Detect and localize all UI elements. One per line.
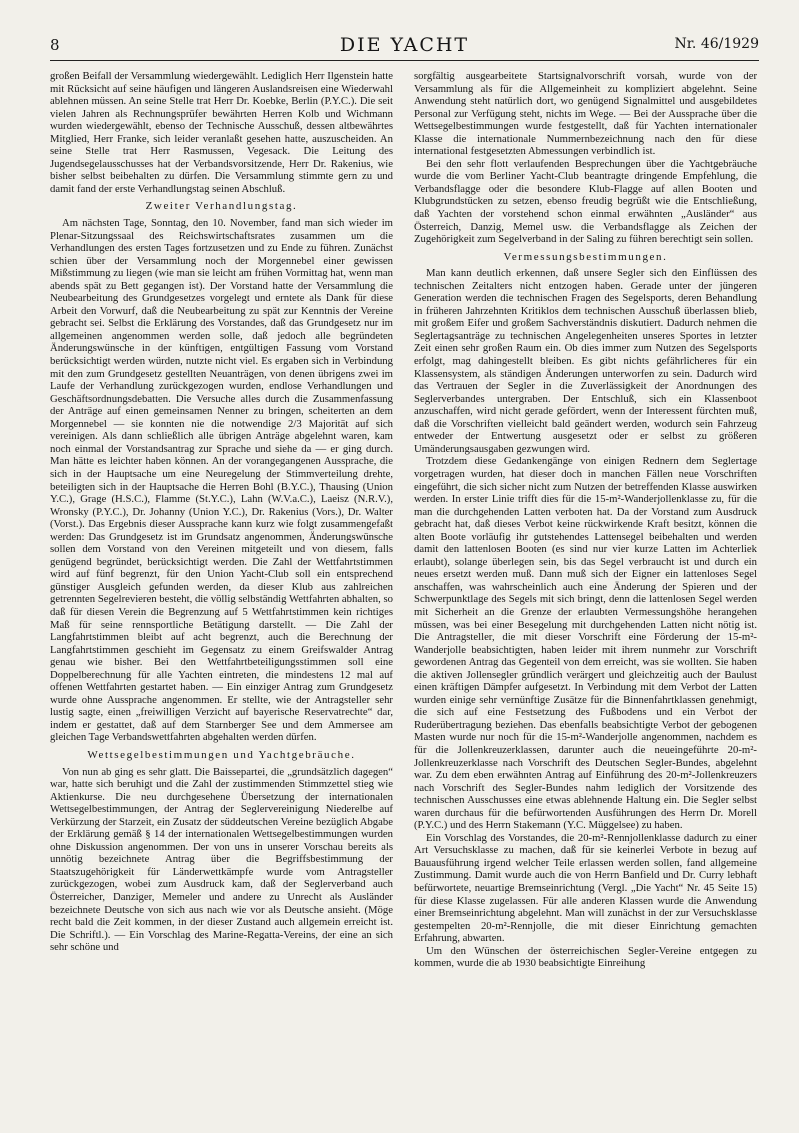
left-column [50, 70, 393, 1102]
section-heading: Zweiter Verhandlungstag. [145, 200, 298, 213]
article-paragraph: Bei den sehr flott verlaufenden Besprechungen über die Yachtgebräuche wurde die vom Berliner Yacht-Club beantragte dringende Empfehlung, die Verbandsflagge oder die besondere Klub-Flagge auf allen Booten und Klubgrundstücken zu setzen, ebenso freudig begrüßt wie die Entschließung, daß Yachten der vorstehend schon einmal erwähnten „Ausländer“ aus Österreich, Danzig, Memel usw. die Verbandsflagge als Zeichen der Zugehörigkeit zum Segelverband in der Saling zu führen berechtigt sein sollen. [414, 157, 757, 246]
page-header [50, 34, 759, 61]
article-paragraph: Trotzdem diese Gedankengänge von einigen Rednern dem Seglertage vorgetragen wurden, hat dieser doch in manchen Fällen neue Vorschriften eingeführt, die sich sicher nicht zum Nutzen der betreffenden Klasse auswirken werden. In erster Linie trifft dies für die 15-m²-Wanderjollenklasse zu, für die man die durchgehenden Latten verboten hat. Da der Vorstand zum Ausdruck gebracht hat, daß dieses Verbot keine rückwirkende Kraft besitzt, können die alten Boote vorläufig ihr gutstehendes Lattensegel beibehalten und werden damit den lattenlosen Booten (es sind nur vier kurze Latten im Achterliek erlaubt), solange überlegen sein, bis das Segel verbraucht ist und durch ein neues ersetzt werden muß. Dann muß sich der Eigner ein lattenloses Segel anschaffen, was wahrscheinlich auch eine Änderung der Spieren und der Schwerpunktlage des Segels mit sich bringt, denn die lattenlosen Segel werden mit Sicherheit an die Grenze der erlaubten Vermessungshöhe herangehen müssen, was bei einer Besegelung mit durchgehenden Latten nicht nötig ist. Die Antragsteller, die mit dieser Vorschrift eine Förderung der 15-m²-Wanderjolle beabsichtigten, haben leider mit ihrem nunmehr zur Vorschrift gewordenen Antrag das Gegenteil von dem erreicht, was sie wollten. Sie haben die aktiven Jollensegler gründlich verärgert und gleichzeitig auch der Baulust einen kräftigen Dämpfer aufgesetzt. In Verbindung mit dem Verbot der Latten wurden einige sehr vernünftige Zusätze für die Binnenfahrtklassen genehmigt, die sich auf eine Festsetzung des Fußbodens und ein Verbot der Ruderübertragung beziehen. Das ebenfalls beabsichtigte Verbot der gebogenen Masten wurde nur noch für die 15-m²-Wanderjolle angenommen, nachdem es für die Jollenkreuzerklassen, darunter auch die neueingeführte 20-m²-Jollenkreuzerklasse nach Vorschrift des Deutschen Segler-Bundes, abgelehnt war. Zu dem eben erwähnten Antrag auf Einführung des 20-m²-Jollenkreuzers nach Vorschrift des Segler-Bundes nahm lediglich der Vorsitzende des technischen Ausschusses eine etwas ablehnende Haltung ein. Die Segler selbst waren durchaus für die befürwortenden Ausführungen des Herrn Dr. Morell (P.Y.C.) und des Herrn Stakemann (Y.C. Müggelsee) zu haben. [414, 455, 757, 832]
section-heading: Wettsegelbestimmungen und Yachtgebräuche. [87, 748, 356, 761]
article-paragraph: Von nun ab ging es sehr glatt. Die Baissepartei, die „grundsätzlich dagegen“ war, hatte sich beruhigt und die Zahl der zustimmenden Stimmzettel stieg wie Aktienkurse. Die neu durchgesehene Übersetzung der internationalen Wettsegelbestimmungen, der Antrag der Seglervereinigung Niederelbe auf Verkürzung der Starzeit, ein Zusatz der süddeutschen Vereine bezüglich Abgabe der Erklärung gemäß § 14 der internationalen Wettsegelbestimmungen wurden ohne Diskussion angenommen. Der von uns in unserer Vorschau bereits als unnötig bezeichnete Antrag über die Begriffsbestimmung der Staatszugehörigkeit für Länderwettkämpfe wurde vom Antragsteller zurückgezogen, wobei zum Ausdruck kam, daß der Seglerverband auch Österreicher, Danziger, Memeler und andere zu Unrecht als Ausländer bezeichnete Deutsche von sich aus nach wie vor als Deutsche ansieht. (Möge recht bald die Zeit kommen, in der dieser Zustand auch allgemein erreicht ist. Die Schriftl.). — Ein Vorschlag des Marine-Regatta-Vereins, der eine an sich sehr schöne und [50, 765, 393, 954]
article-paragraph: Um den Wünschen der österreichischen Segler-Vereine entgegen zu kommen, wurde die ab 1930 beabsichtigte Einreihung [414, 944, 757, 970]
article-paragraph: sorgfältig ausgearbeitete Startsignalvorschrift vorsah, wurde von der Versammlung als für die Allgemeinheit zu kompliziert abgelehnt. Seine Anwendung steht natürlich dort, wo genügend Signalmittel und ausgebildetes Personal zur Verfügung steht, nichts im Wege. — Bei der Aussprache über die Wettsegelbestimmungen wurde festgestellt, daß für Yachten internationaler Klasse die internationale Nummernbezeichnung nach den für diese international festgesetzten Abmessungen verbindlich ist. [414, 70, 757, 158]
article-paragraph: Ein Vorschlag des Vorstandes, die 20-m²-Rennjollenklasse dadurch zu einer Art Versuchsklasse zu machen, daß für sie keinerlei Verbote in bezug auf Bauausführung irgend welcher Teile erlassen werden sollen, fand allgemeine Zustimmung. Damit wurde auch die von Herrn Banfield und Dr. Curry lebhaft befürwortete, neuartige Bremseinrichtung (Vergl. „Die Yacht“ Nr. 45 Seite 15) für diese Klasse zugelassen. Für alle anderen Klassen wurde die Anwendung einer Bremseinrichtung abgelehnt. Man will zunächst in der zur Versuchsklasse gestempelten 20-m²-Rennjolle, die mit dieser Einrichtung gemachten Erfahrung, abwarten. [414, 831, 757, 945]
magazine-title: DIE YACHT [339, 34, 470, 56]
page-number: 8 [50, 36, 60, 54]
article-paragraph: Am nächsten Tage, Sonntag, den 10. November, fand man sich wieder im Plenar-Sitzungssaal des Reichswirtschaftsrates zusammen um die Verhandlungen des ersten Tages fortzusetzen und zu Ende zu führen. Zunächst schien über der Versammlung noch der Morgennebel einer gewissen Mißstimmung zu liegen (wie man sie leicht am frühen Vormittag hat, wenn man abends spät zu Bett gegangen ist). Der Vorstand hatte der Versammlung die Neubearbeitung des Grundgesetzes vorgelegt und erntete als Dank für diese Arbeit den Vorwurf, daß die Neubearbeitung zu spät zur Kenntnis der Vereine gebracht sei. Selbst die Erklärung des Vorstandes, daß das Grundgesetz nur im allgemeinen angenommen werden solle, daß jedoch alle begründeten Änderungswünsche in der künftigen, entgültigen Fassung vom Vorstand berücksichtigt werden würden, nutzte nicht viel. Es ergaben sich in Verbindung mit den zum Grundgesetz gestellten Neuanträgen, von denen übrigens zwei im Laufe der Verhandlung zurückgezogen wurden, endlose Verhandlungen und Geschäftsordnungsdebatten. Die Versuche alles durch die Zusammenfassung der Anträge auf einen gemeinsamen Nenner zu bringen, scheiterten an dem Morgennebel — sie konnten nie die notwendige 2/3 Majorität auf sich vereinigen. Als dann schließlich alle übrigen Anträge abgelehnt waren, kam noch einmal der Vorstandsantrag zur Sprache und siehe da — er ging durch. Man hätte es leichter haben können. An der vorangegangenen Aussprache, die sich in der Hauptsache um eine Neuregelung der Stimmverteilung drehte, beteiligten sich in der Hauptsache die Herren Bohl (B.Y.C.), Thausing (Union Y.C.), Grage (H.S.C.), Flamme (St.Y.C.), Lahn (W.V.a.C.), Laeisz (N.R.V.), Wronsky (P.Y.C.), Dr. Johanny (Union Y.C.), Dr. Rakenius (Vors.), Dr. Walter (Vorst.). Das Ergebnis dieser Aussprache kann kurz wie folgt zusammengefaßt werden: Das Grundgesetz ist im Grundsatz angenommen, Änderungswünsche sollen dem Vorstand von den Vereinen mitgeteilt und von diesem, falls genügend begründet, berücksichtigt werden. Die Zahl der Wettfahrtstimmen wird auf fünf begrenzt, für den Union Yacht-Club soll ein entsprechend günstiger Ausgleich gefunden werden, da dieser Klub aus zahlreichen getrennten Segelrevieren besteht, die völlig selbständig Wettfahrten abhalten, so daß für diesen Verein die Begrenzung auf 5 Wettfahrtstimmen kein richtiges Maß für seine rennsportliche Betätigung darstellt. — Die Zahl der Langfahrtstimmen bleibt auf acht begrenzt, auch die Berechnung der Langfahrtstimmen geschieht im Gegensatz zu einem Greifswalder Antrag genau wie bisher. Bei den Wettfahrtbeteiligungsstimmen soll eine Doppelberechnung für alle Yachten eintreten, die mindestens 12 mal auf offenen Wettfahrten gestartet haben. — Ein einziger Antrag zum Grundgesetz wurde ohne Aussprache angenommen. Er stellte, wie der Antragsteller sehr lustig sagte, einen „freiwilligen Verzicht auf bayerische Reservatrechte“ dar, indem er gestattet, daß auf dem Starnberger See und dem Ammersee am gleichen Tage Verbandswettfahrten abgehalten werden dürfen. [50, 217, 393, 744]
article-paragraph: Man kann deutlich erkennen, daß unsere Segler sich den Einflüssen des technischen Zeitalters nicht entzogen haben. Gerade unter der jüngeren Generation werden die technischen Fragen des Segelsports, deren Behandlung in früheren Jahrzehnten Kritiklos dem technischen Ausschuß überlassen blieb, mit großem Eifer und großem Sachverständnis diskutiert. Dadurch nehmen die Seglertagsanträge zu technischen Angelegenheiten unseres Sportes in letzter Zeit einen sehr großen Raum ein. Ob dies immer zum Nutzen des Segelsports erfolgt, mag dahingestellt bleiben. Es gibt nichts gefährlicheres für ein Klassensystem, als ständigen Änderungen unterworfen zu sein. Dadurch wird das Vertrauen der Segler in die Zuverlässigkeit der Anordnungen des Seglerverbandes untergraben. Der Entschluß, sich ein Klassenboot anzuschaffen, wird nicht gerade gefördert, wenn der Interessent fürchten muß, daß die Vorschriften vielleicht bald geändert werden, wodurch sein Fahrzeug entweder der Entwertung ausgesetzt oder er selbst zu größeren Umänderungsausgaben gezwungen wird. [414, 267, 757, 455]
issue-number: Nr. 46/1929 [674, 36, 759, 52]
section-heading: Vermessungsbestimmungen. [503, 250, 668, 263]
article-paragraph: großen Beifall der Versammlung wiedergewählt. Lediglich Herr Ilgenstein hatte mit Rücksicht auf seine häufigen und längeren Auslandsreisen eine Wiederwahl ablehnen müssen. An seine Stelle trat Herr Dr. Koebke, Berlin (P.Y.C.). Die seit vielen Jahren als Rechnungsprüfer bewährten Herren Kolb und Wichmann wurden wiedergewählt, ebenso der Technische Ausschuß, dessen altbewährtes Mitglied, Herr Franke, sich leider veranlaßt gesehen hatte, auszuscheiden. An seine Stelle trat Herr Rasmussen, Vegesack. Die Leitung des Jugendsegelausschusses hat der Verbandsvorsitzende, Herr Dr. Rakenius, wie bisher selbst beibehalten zu dürfen. Die Versammlung stimmte gern zu und damit fand der erste Verhandlungstag seinen Abschluß. [50, 70, 393, 195]
right-column [414, 70, 757, 1102]
